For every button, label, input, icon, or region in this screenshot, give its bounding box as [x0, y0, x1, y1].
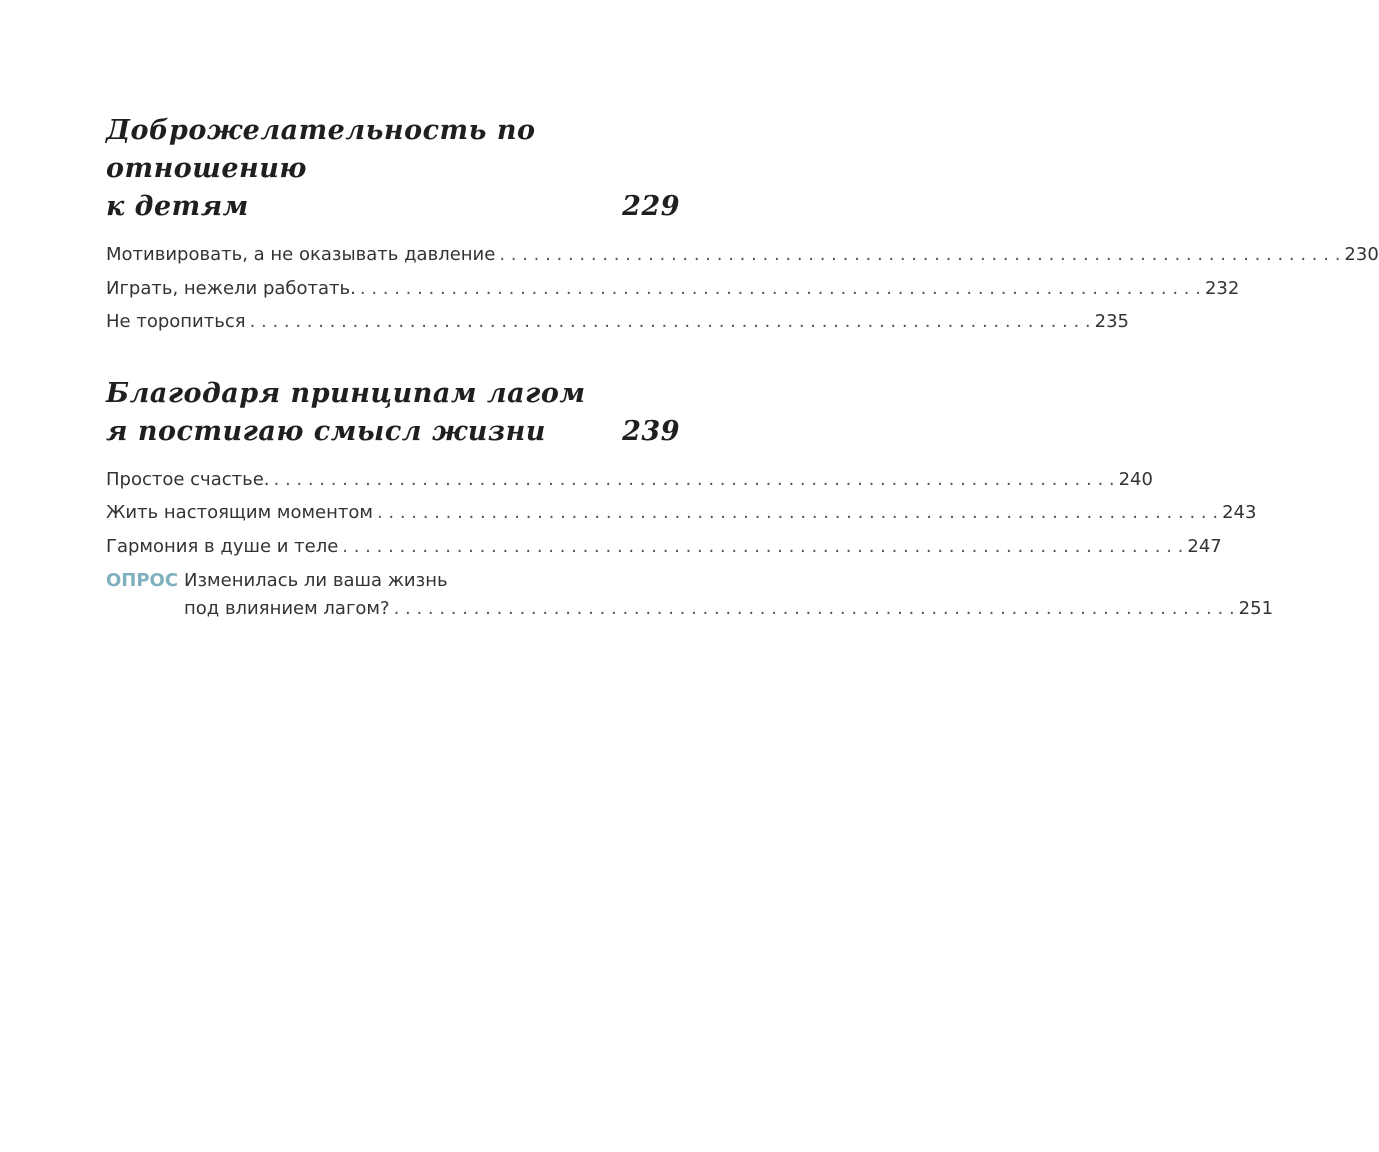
section-heading	[106, 112, 680, 226]
toc-entries	[106, 463, 1274, 624]
toc-entry	[106, 463, 1153, 497]
toc-entry-title: Играть, нежели работать.	[106, 277, 356, 299]
toc-entry	[106, 272, 1240, 306]
dot-leader	[342, 530, 1183, 564]
toc-entry-page: 240	[1118, 468, 1153, 490]
toc-entry-title: Простое счастье.	[106, 468, 270, 490]
section-page-number: 239	[622, 415, 680, 447]
table-of-contents	[106, 112, 1379, 659]
survey-label: ОПРОС	[106, 570, 179, 591]
toc-entry-page: 235	[1094, 311, 1130, 332]
dot-leader	[250, 305, 1091, 339]
section-page-number: 229	[622, 191, 680, 222]
dot-leader	[274, 463, 1115, 497]
toc-entry-title: Гармония в душе и теле	[106, 535, 339, 557]
toc-entry-title: Жить настоящим моментом	[106, 502, 373, 523]
dot-leader	[394, 595, 1235, 623]
survey-entry	[106, 567, 1274, 623]
dot-leader	[499, 238, 1340, 272]
survey-page-number: 251	[1238, 598, 1274, 619]
section-heading-line-1: Доброжелательность по отношению	[106, 115, 536, 184]
toc-entry-page: 247	[1187, 535, 1222, 557]
toc-entry	[106, 496, 1257, 530]
toc-entry	[106, 305, 1130, 339]
survey-title-line-2: под влиянием лагом?	[184, 598, 390, 619]
toc-entry-title: Не торопиться	[106, 311, 246, 332]
toc-entries	[106, 238, 1379, 339]
section-heading-line-2: к детям	[106, 191, 249, 222]
toc-section	[106, 112, 1379, 339]
toc-section	[106, 375, 1274, 624]
toc-entry	[106, 530, 1222, 564]
section-heading-line-1: Благодаря принципам лагом	[106, 377, 586, 409]
toc-entry-page: 243	[1222, 502, 1257, 523]
toc-entry-page: 230	[1344, 244, 1379, 265]
toc-entry	[106, 238, 1379, 272]
section-heading	[106, 375, 680, 451]
dot-leader	[360, 272, 1201, 306]
dot-leader	[377, 496, 1218, 530]
toc-entry-title: Мотивировать, а не оказывать давление	[106, 244, 496, 265]
survey-title-line-1: Изменилась ли ваша жизнь	[184, 570, 448, 591]
section-heading-line-2: я постигаю смысл жизни	[106, 415, 546, 447]
toc-entry-page: 232	[1204, 277, 1240, 299]
